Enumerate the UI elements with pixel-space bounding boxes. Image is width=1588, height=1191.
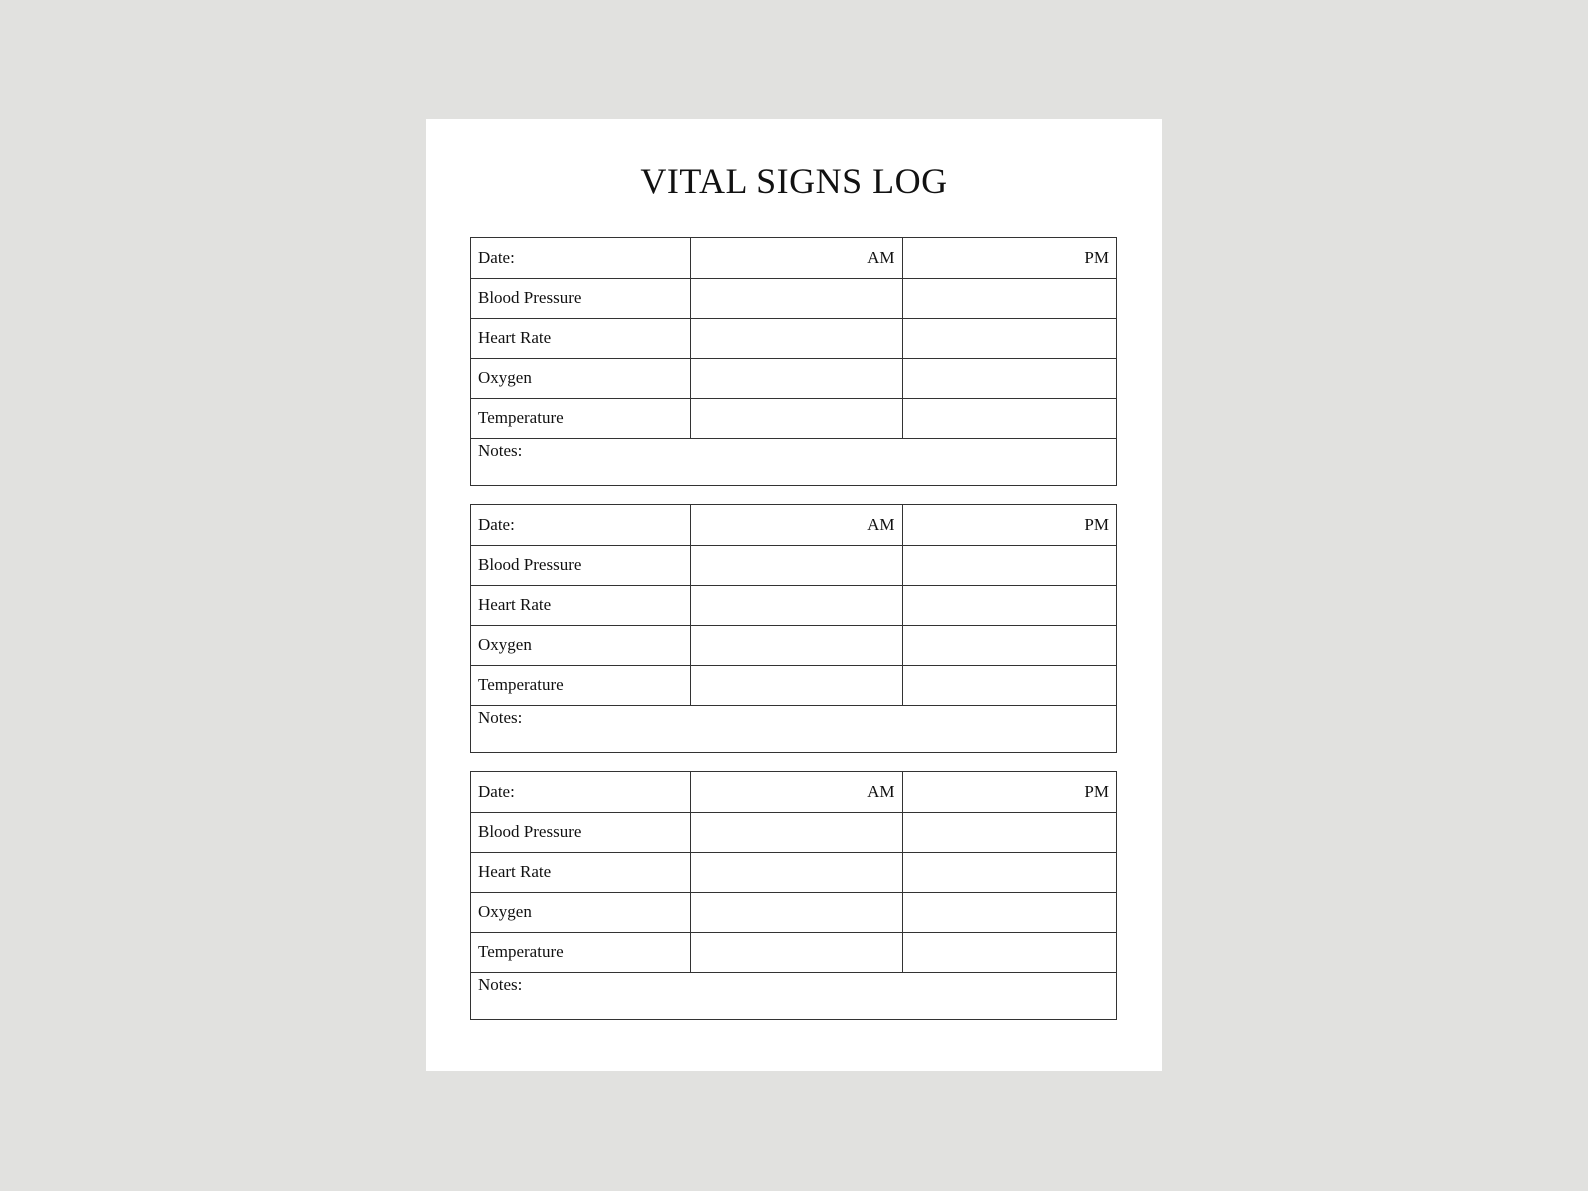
am-label: AM [690, 238, 902, 278]
notes-row[interactable] [471, 972, 1116, 1019]
am-cell[interactable] [690, 278, 902, 318]
table-row [471, 892, 1116, 932]
notes-row[interactable] [471, 705, 1116, 752]
vitals-table [471, 505, 1116, 752]
pm-cell[interactable] [902, 585, 1116, 625]
pm-label: PM [902, 505, 1116, 545]
header-row [471, 505, 1116, 545]
log-block-1 [470, 237, 1117, 486]
row-label: Temperature [471, 665, 690, 705]
notes-label: Notes: [471, 705, 1116, 752]
notes-row[interactable] [471, 438, 1116, 485]
pm-cell[interactable] [902, 398, 1116, 438]
pm-cell[interactable] [902, 625, 1116, 665]
pm-cell[interactable] [902, 358, 1116, 398]
pm-cell[interactable] [902, 932, 1116, 972]
table-row [471, 358, 1116, 398]
pm-cell[interactable] [902, 812, 1116, 852]
row-label: Heart Rate [471, 852, 690, 892]
am-cell[interactable] [690, 892, 902, 932]
table-row [471, 278, 1116, 318]
date-label: Date: [471, 772, 690, 812]
am-label: AM [690, 505, 902, 545]
pm-label: PM [902, 772, 1116, 812]
table-row [471, 625, 1116, 665]
row-label: Oxygen [471, 358, 690, 398]
table-row [471, 932, 1116, 972]
am-cell[interactable] [690, 932, 902, 972]
row-label: Temperature [471, 398, 690, 438]
am-cell[interactable] [690, 545, 902, 585]
am-cell[interactable] [690, 318, 902, 358]
row-label: Oxygen [471, 892, 690, 932]
log-page [426, 119, 1162, 1071]
row-label: Blood Pressure [471, 278, 690, 318]
pm-cell[interactable] [902, 665, 1116, 705]
row-label: Oxygen [471, 625, 690, 665]
table-row [471, 398, 1116, 438]
am-cell[interactable] [690, 812, 902, 852]
vitals-table [471, 772, 1116, 1019]
log-block-3 [470, 771, 1117, 1020]
am-cell[interactable] [690, 585, 902, 625]
date-label: Date: [471, 238, 690, 278]
log-block-2 [470, 504, 1117, 753]
am-label: AM [690, 772, 902, 812]
pm-label: PM [902, 238, 1116, 278]
row-label: Blood Pressure [471, 812, 690, 852]
row-label: Heart Rate [471, 585, 690, 625]
notes-label: Notes: [471, 972, 1116, 1019]
vitals-table [471, 238, 1116, 485]
am-cell[interactable] [690, 358, 902, 398]
row-label: Blood Pressure [471, 545, 690, 585]
pm-cell[interactable] [902, 278, 1116, 318]
table-row [471, 852, 1116, 892]
pm-cell[interactable] [902, 545, 1116, 585]
am-cell[interactable] [690, 398, 902, 438]
date-label: Date: [471, 505, 690, 545]
table-row [471, 545, 1116, 585]
table-row [471, 318, 1116, 358]
am-cell[interactable] [690, 625, 902, 665]
row-label: Temperature [471, 932, 690, 972]
pm-cell[interactable] [902, 892, 1116, 932]
pm-cell[interactable] [902, 852, 1116, 892]
table-row [471, 812, 1116, 852]
am-cell[interactable] [690, 665, 902, 705]
pm-cell[interactable] [902, 318, 1116, 358]
row-label: Heart Rate [471, 318, 690, 358]
header-row [471, 238, 1116, 278]
am-cell[interactable] [690, 852, 902, 892]
header-row [471, 772, 1116, 812]
page-title: VITAL SIGNS LOG [640, 161, 948, 201]
table-row [471, 665, 1116, 705]
table-row [471, 585, 1116, 625]
notes-label: Notes: [471, 438, 1116, 485]
